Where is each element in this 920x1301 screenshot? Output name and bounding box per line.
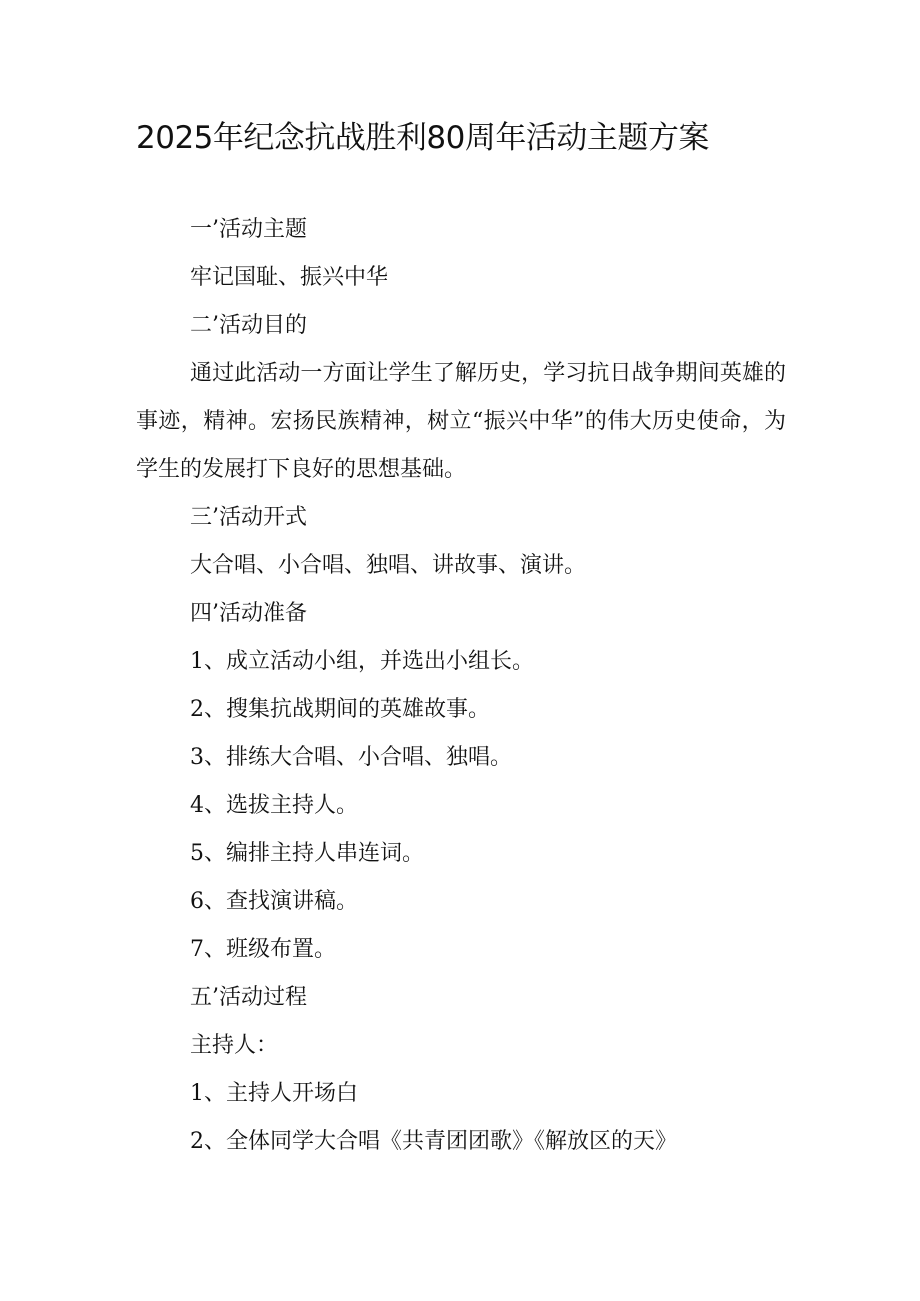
document-body	[136, 206, 786, 1166]
process-item: 2、全体同学大合唱《共青团团歌》《解放区的天》	[190, 1129, 677, 1154]
process-item: 1、主持人开场白	[190, 1081, 358, 1106]
section-heading-theme: 一’活动主题	[190, 217, 307, 242]
format-text: 大合唱、小合唱、独唱、讲故事、演讲。	[190, 553, 587, 578]
preparation-item: 2、搜集抗战期间的英雄故事。	[190, 697, 490, 722]
purpose-paragraph: 通过此活动一方面让学生了解历史，学习抗日战争期间英雄的事迹，精神。宏扬民族精神，树立“振兴中华”的伟大历史使命，为学生的发展打下良好的思想基础。	[136, 361, 786, 482]
preparation-item: 6、查找演讲稿。	[190, 889, 358, 914]
document-title: 2025年纪念抗战胜利80周年活动主题方案	[136, 120, 709, 156]
section-heading-format: 三’活动开式	[190, 505, 307, 530]
preparation-item: 3、排练大合唱、小合唱、独唱。	[190, 745, 512, 770]
section-heading-preparation: 四’活动准备	[190, 601, 307, 626]
preparation-item: 1、成立活动小组，并选出小组长。	[190, 649, 534, 674]
preparation-item: 7、班级布置。	[190, 937, 336, 962]
section-heading-purpose: 二’活动目的	[190, 313, 307, 338]
preparation-item: 4、选拔主持人。	[190, 793, 358, 818]
section-heading-process: 五’活动过程	[190, 985, 307, 1010]
preparation-item: 5、编排主持人串连词。	[190, 841, 424, 866]
host-label: 主持人：	[190, 1033, 279, 1058]
theme-text: 牢记国耻、振兴中华	[190, 265, 389, 290]
